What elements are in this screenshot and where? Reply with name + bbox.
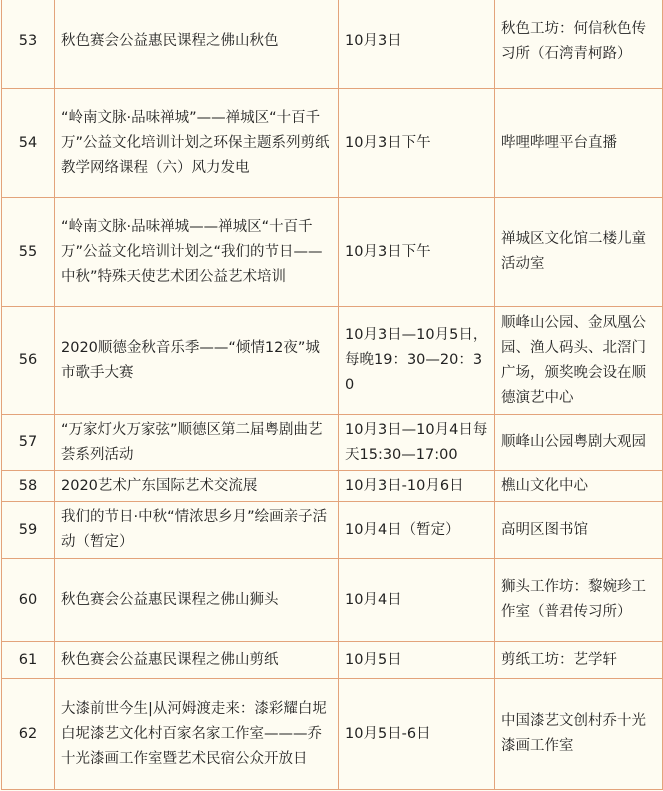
row-number: 53: [2, 0, 55, 89]
event-date: 10月3日下午: [339, 198, 495, 307]
event-name: 秋色赛会公益惠民课程之佛山狮头: [55, 559, 339, 642]
event-date: 10月5日: [339, 642, 495, 679]
event-name: 2020艺术广东国际艺术交流展: [55, 471, 339, 502]
event-name: 秋色赛会公益惠民课程之佛山剪纸: [55, 642, 339, 679]
row-number: 60: [2, 559, 55, 642]
event-venue: 哔哩哔哩平台直播: [495, 89, 663, 198]
event-venue: 樵山文化中心: [495, 471, 663, 502]
event-date: 10月4日: [339, 559, 495, 642]
event-venue: 剪纸工坊：艺学轩: [495, 642, 663, 679]
event-venue: 高明区图书馆: [495, 502, 663, 559]
row-number: 59: [2, 502, 55, 559]
row-number: 56: [2, 307, 55, 415]
event-name: “岭南文脉·品味禅城”——禅城区“十百千万”公益文化培训计划之环保主题系列剪纸教学网络课程（六）风力发电: [55, 89, 339, 198]
table-row: [2, 642, 663, 679]
event-name: “岭南文脉·品味禅城——禅城区“十百千万”公益文化培训计划之“我们的节日——中秋”特殊天使艺术团公益艺术培训: [55, 198, 339, 307]
table-row: [2, 198, 663, 307]
event-venue: 顺峰山公园、金凤凰公园、渔人码头、北滘门广场，颁奖晚会设在顺德演艺中心: [495, 307, 663, 415]
event-name: “万家灯火万家弦”顺德区第二届粤剧曲艺荟系列活动: [55, 415, 339, 471]
event-name: 我们的节日·中秋“情浓思乡月”绘画亲子活动（暂定）: [55, 502, 339, 559]
table-row: [2, 0, 663, 89]
event-venue: 秋色工坊：何信秋色传习所（石湾青柯路）: [495, 0, 663, 89]
event-date: 10月3日: [339, 0, 495, 89]
event-date: 10月3日下午: [339, 89, 495, 198]
event-venue: 狮头工作坊：黎婉珍工作室（普君传习所）: [495, 559, 663, 642]
row-number: 57: [2, 415, 55, 471]
row-number: 54: [2, 89, 55, 198]
event-date: 10月3日—10月4日每天15:30—17:00: [339, 415, 495, 471]
event-name: 2020顺德金秋音乐季——“倾情12夜”城市歌手大赛: [55, 307, 339, 415]
table-row: [2, 415, 663, 471]
row-number: 61: [2, 642, 55, 679]
table-row: [2, 502, 663, 559]
event-date: 10月4日（暂定）: [339, 502, 495, 559]
event-name: 大漆前世今生|从河姆渡走来：漆彩耀白坭 白坭漆艺文化村百家名家工作室———乔十光漆画工作室暨艺术民宿公众开放日: [55, 679, 339, 790]
row-number: 55: [2, 198, 55, 307]
table-row: [2, 471, 663, 502]
row-number: 62: [2, 679, 55, 790]
table-row: [2, 559, 663, 642]
event-date: 10月3日—10月5日，每晚19：30—20：30: [339, 307, 495, 415]
event-name: 秋色赛会公益惠民课程之佛山秋色: [55, 0, 339, 89]
event-venue: 中国漆艺文创村乔十光漆画工作室: [495, 679, 663, 790]
table-row: [2, 679, 663, 790]
event-venue: 禅城区文化馆二楼儿童活动室: [495, 198, 663, 307]
event-date: 10月3日-10月6日: [339, 471, 495, 502]
event-date: 10月5日-6日: [339, 679, 495, 790]
event-table: [1, 0, 663, 790]
table-row: [2, 307, 663, 415]
event-venue: 顺峰山公园粤剧大观园: [495, 415, 663, 471]
row-number: 58: [2, 471, 55, 502]
table-row: [2, 89, 663, 198]
